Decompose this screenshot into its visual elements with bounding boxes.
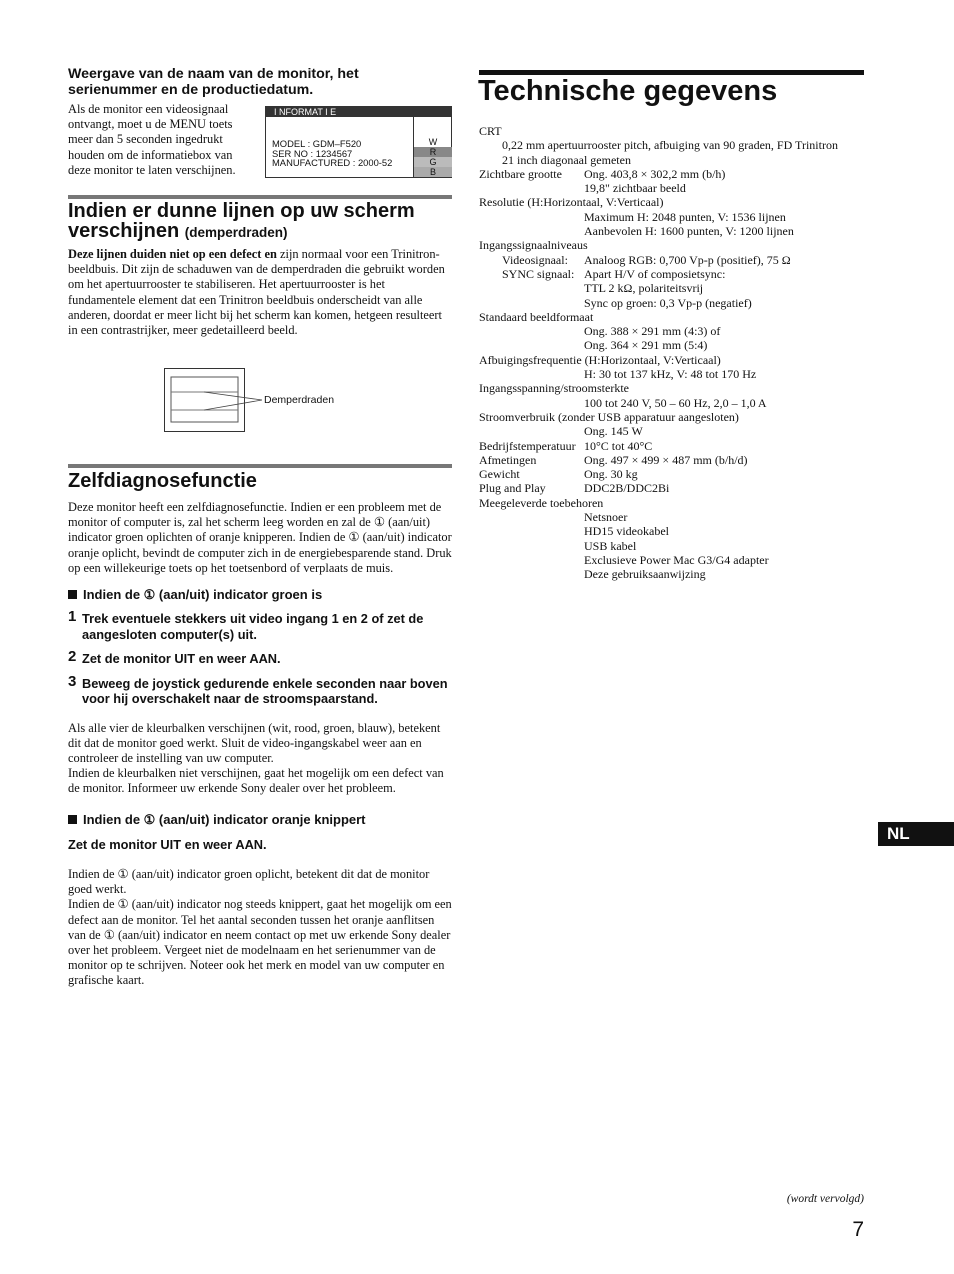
spec-value: DDC2B/DDC2Bi [584,481,670,496]
step-text: Beweeg de joystick gedurende enkele seconden naar boven voor hij overschakelt naar de stroomspaarstand. [82,675,448,707]
spec-list [479,124,864,582]
spec-row [479,281,864,295]
spec-label: Plug and Play [479,481,546,496]
step-number: 1 [68,608,77,626]
spec-value: H: 30 tot 137 kHz, V: 48 tot 170 Hz [584,367,757,382]
spec-value: Ong. 403,8 × 302,2 mm (b/h) [584,166,726,181]
spec-label: Videosignaal: [502,252,568,267]
section-rule-2 [68,195,452,199]
spec-row [479,567,864,581]
spec-value: Netsnoer [584,510,628,525]
spec-value: USB kabel [584,538,637,553]
spec-row [479,510,864,524]
spec-label: Zichtbare grootte [479,166,562,181]
continued-note: (wordt vervolgd) [786,1193,864,1205]
spec-label: Standaard beeldformaat [479,309,594,324]
color-w: W [428,137,438,147]
spec-row [479,439,864,453]
spec-label: SYNC signaal: [502,266,575,281]
damper-figure-label: Demperdraden [264,394,335,406]
spec-value: HD15 videokabel [584,524,669,539]
final-paragraph-1: Indien de ① (aan/uit) indicator groen oplicht, betekent dit dat de monitor goed werkt. [68,867,430,897]
spec-value: 100 tot 240 V, 50 – 60 Hz, 2,0 – 1,0 A [584,395,767,410]
info-box-lines [272,139,392,168]
spec-value: 21 inch diagonaal gemeten [502,152,631,167]
square-bullet-icon [68,815,77,824]
spec-row [479,124,864,138]
square-bullet-icon [68,590,77,599]
damper-bold-text: Deze lijnen duiden niet op een defect en [68,247,277,261]
spec-label: Bedrijfstemperatuur [479,438,576,453]
color-b: B [414,167,452,177]
damper-title-suffix: (demperdraden) [184,225,288,240]
spec-row [479,238,864,252]
info-line-manufactured: MANUFACTURED : 2000-52 [272,157,393,168]
step-text: Zet de monitor UIT en weer AAN. [82,651,281,667]
spec-label: Stroomverbruik (zonder USB apparatuur aangesloten) [479,409,739,424]
spec-row [479,453,864,467]
spec-row [479,481,864,495]
spec-row [479,396,864,410]
orange-instruction: Zet de monitor UIT en weer AAN. [68,836,267,852]
spec-row [479,138,864,152]
spec-value: Sync op groen: 0,3 Vp-p (negatief) [584,295,752,310]
color-g: G [414,157,452,167]
section-title-damper [68,201,452,243]
spec-row [479,353,864,367]
spec-row [479,253,864,267]
step-1 [68,608,452,642]
spec-value: Exclusieve Power Mac G3/G4 adapter [584,552,769,567]
spec-row [479,553,864,567]
spec-label: Resolutie (H:Horizontaal, V:Verticaal) [479,195,664,210]
spec-value: 19,8" zichtbaar beeld [584,181,686,196]
step-2 [68,648,452,667]
spec-value: Analoog RGB: 0,700 Vp-p (positief), 75 Ω [584,252,791,267]
final-paragraph-2: Indien de ① (aan/uit) indicator nog steeds knippert, gaat het mogelijk om een defect aan de monitor. Tel het aantal seconden tussen het oranje aanflitsen van de ① (aan/uit) indicator en neem contact op met uw erkende Sony dealer over het probleem. Vergeet niet de modelnaam en het serienummer van de monitor op te schrijven. Noteer ook het merk en model van uw computer en grafische kaart. [68,897,452,988]
step-3 [68,672,452,707]
subhead-orange [68,812,452,827]
spec-value: Ong. 145 W [584,424,643,439]
step-number: 3 [68,672,77,690]
spec-row [479,424,864,438]
color-r: R [414,147,452,157]
spec-row [479,296,864,310]
info-section-body [68,102,452,186]
spec-row [479,410,864,424]
spec-row [479,181,864,195]
spec-row [479,267,864,281]
page-title: Technische gegevens [478,75,778,107]
spec-value: Apart H/V of composietsync: [584,266,726,281]
spec-row [479,338,864,352]
colorbars-paragraph: Als alle vier de kleurbalken verschijnen (wit, rood, groen, blauw), betekent dit dat de monitor goed werkt. Sluit de video-ingangskabel weer aan en controleer de instelling van uw computer. [68,720,441,765]
spec-row [479,367,864,381]
color-column [413,117,452,177]
section-damper [68,201,452,338]
spec-value: Ong. 388 × 291 mm (4:3) of [584,324,721,339]
step-number: 2 [68,648,77,666]
spec-row [479,310,864,324]
spec-value: Ong. 30 kg [584,467,638,482]
section-title-info: Weergave van de naam van de monitor, het serienummer en de productiedatum. [68,66,359,98]
spec-value: Ong. 497 × 499 × 487 mm (b/h/d) [584,452,748,467]
spec-row [479,539,864,553]
spec-row [479,167,864,181]
spec-value: Deze gebruiksaanwijzing [584,567,706,582]
spec-value: Ong. 364 × 291 mm (5:4) [584,338,708,353]
spec-row [479,467,864,481]
section-rule-3 [68,464,452,468]
spec-value: Maximum H: 2048 punten, V: 1536 lijnen [584,209,786,224]
colorbars-paragraph-2: Indien de kleurbalken niet verschijnen, gaat het mogelijk om een defect van de monitor. Informeer uw erkende Sony dealer over het probleem. [68,766,444,796]
spec-label: Ingangssignaalniveaus [479,238,588,253]
info-box [265,106,452,178]
spec-row [479,324,864,338]
spec-value: 0,22 mm apertuurrooster pitch, afbuiging van 90 graden, FD Trinitron [502,138,838,153]
spec-row [479,524,864,538]
subhead-green [68,587,452,602]
damper-title-text: Indien er dunne lijnen op uw scherm verschijnen [68,200,415,242]
section-title-selfdiag: Zelfdiagnosefunctie [68,470,257,492]
spec-label: Meegeleverde toebehoren [479,495,604,510]
spec-row [479,381,864,395]
spec-label: CRT [479,124,502,138]
spec-value: TTL 2 kΩ, polariteitsvrij [584,281,704,296]
step-text: Trek eventuele stekkers uit video ingang 1 en 2 of zet de aangesloten computer(s) uit. [82,611,424,642]
spec-label: Gewicht [479,467,520,482]
spec-row [479,224,864,238]
spec-value: 10°C tot 40°C [584,438,653,453]
selfdiag-paragraph: Deze monitor heeft een zelfdiagnosefunctie. Indien er een probleem met de monitor of computer is, zal het scherm leeg worden en zal de ① (aan/uit) indicator groen oplichten of oranje knipperen. Indien de ① (aan/uit) indicator oranje oplicht, bevindt de computer zich in de energiebesparende stand. Druk op een willekeurige toets op het toetsenbord of verplaats de muis. [68,500,452,575]
spec-row [479,153,864,167]
spec-row [479,195,864,209]
info-paragraph: Als de monitor een videosignaal ontvangt, moet u de MENU toets meer dan 5 seconden ingedrukt houden om de informatiebox van deze monitor te laten verschijnen. [68,102,236,177]
spec-label: Ingangsspanning/stroomsterkte [479,381,629,396]
spec-label: Afbuigingsfrequentie (H:Horizontaal, V:Verticaal) [479,352,721,367]
info-line-model: MODEL : GDM–F520 [272,138,362,149]
page-number: 7 [852,1218,864,1241]
damper-body-text: zijn normaal voor een Trinitron-beeldbuis. Dit zijn de schaduwen van de demperdraden die gebruikt worden om het apertuurrooster te stabiliseren. Het apertuurrooster is het fundamentele element dat een Trinitron beeldbuis onderscheidt van alle anderen, doordat er meer licht bij het scherm kan komen, hetgeen resulteert in een contrastrijker, meer gedetailleerd beeld. [68,247,445,338]
spec-row [479,210,864,224]
spec-label: Afmetingen [479,452,537,467]
section-selfdiag [68,471,452,989]
info-box-title: I NFORMAT I E [266,107,451,117]
damper-paragraph [68,247,452,338]
language-tab: NL [878,822,954,846]
spec-value: Aanbevolen H: 1600 punten, V: 1200 lijnen [584,224,794,239]
left-column [68,66,452,186]
subhead-orange-text: Indien de ① (aan/uit) indicator oranje knippert [83,811,366,827]
subhead-green-text: Indien de ① (aan/uit) indicator groen is [83,587,323,603]
spec-row [479,496,864,510]
info-line-serial: SER NO : 1234567 [272,147,353,159]
